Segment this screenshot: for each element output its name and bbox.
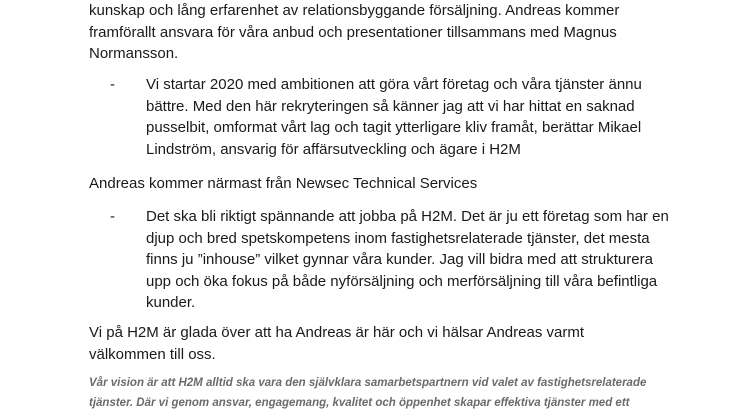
vision-statement bbox=[89, 373, 689, 413]
vision-line: Vår vision är att H2M alltid ska vara den självklara samarbetspartnern vid valet av fastighetsrelaterade bbox=[89, 377, 647, 389]
welcome-paragraph bbox=[89, 322, 689, 365]
quote-line: Vi startar 2020 med ambitionen att göra vårt företag och våra tjänster ännu bbox=[146, 76, 642, 93]
background-paragraph bbox=[89, 173, 689, 195]
intro-paragraph bbox=[89, 0, 689, 65]
quote-andreas bbox=[110, 206, 690, 316]
vision-line: tjänster. Där vi genom ansvar, engagemang, kvalitet och öppenhet skapar effektiva tjänster med ett bbox=[89, 397, 630, 409]
quote-line: kunder. bbox=[146, 294, 196, 311]
quote-line: finns ju ”inhouse” vilket gynnar våra kunder. Jag vill bidra med att strukturera bbox=[146, 251, 653, 268]
welcome-line: välkommen till oss. bbox=[89, 345, 216, 363]
intro-line: framförallt ansvara för våra anbud och presentationer tillsammans med Magnus bbox=[89, 23, 617, 41]
quote-line: bättre. Med den här rekryteringen så känner jag att vi har hittat en saknad bbox=[146, 97, 635, 115]
bullet-dash: - bbox=[110, 76, 115, 93]
quote-line: Det ska bli riktigt spännande att jobba på H2M. Det är ju ett företag som har en bbox=[146, 208, 669, 225]
quote-mikael bbox=[110, 74, 690, 162]
intro-line: kunskap och lång erfarenhet av relationsbyggande försäljning. Andreas kommer bbox=[89, 2, 620, 19]
background-line: Andreas kommer närmast från Newsec Technical Services bbox=[89, 175, 478, 192]
intro-line: Normansson. bbox=[89, 45, 179, 62]
quote-line: upp och öka fokus på både nyförsäljning och merförsäljning till våra befintliga bbox=[146, 272, 658, 290]
quote-andreas-text bbox=[146, 206, 694, 314]
welcome-line: Vi på H2M är glada över att ha Andreas är här och vi hälsar Andreas varmt bbox=[89, 324, 584, 341]
quote-mikael-text bbox=[146, 74, 694, 160]
bullet-dash: - bbox=[110, 208, 115, 225]
quote-line: Lindström, ansvarig för affärsutveckling och ägare i H2M bbox=[146, 140, 521, 158]
quote-line: djup och bred spetskompetens inom fastighetsrelaterade tjänster, det mesta bbox=[146, 229, 650, 247]
quote-line: pusselbit, omformat vårt lag och tagit ytterligare kliv framåt, berättar Mikael bbox=[146, 119, 642, 136]
